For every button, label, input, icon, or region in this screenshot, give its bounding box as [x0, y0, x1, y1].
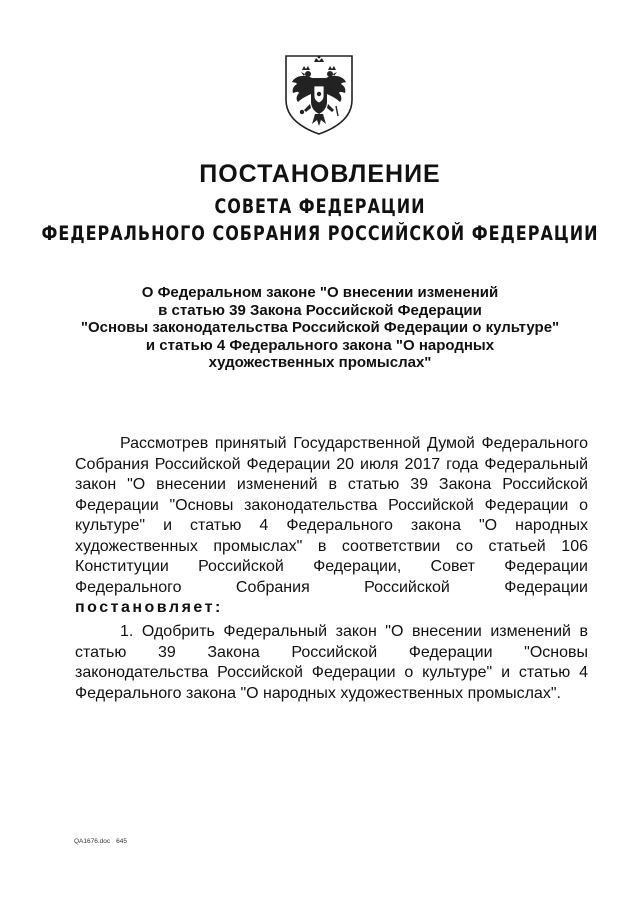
issuing-body-line-1: СОВЕТА ФЕДЕРАЦИИ — [214, 195, 426, 218]
resolves-word: постановляет: — [75, 599, 223, 616]
issuing-body-line-2: ФЕДЕРАЛЬНОГО СОБРАНИЯ РОССИЙСКОЙ ФЕДЕРАЦИИ — [41, 222, 599, 245]
preamble-text: Рассмотрев принятый Государственной Думой Федерального Собрания Российской Федерации 20 июля 2017 года Федеральный закон "О внесении изменений в статью 39 Закона Российской Федерации "Основы законодательства Российской Федерации о культуре" и статью 4 Федерального закона "О народных художественных промыслах" в соответствии со статьей 106 Конституции Российской Федерации, Совет Федерации Федерального Собрания Российской Федерации — [75, 435, 588, 596]
preamble-paragraph — [75, 434, 588, 619]
doc-number: 645 — [116, 838, 127, 845]
doc-code: QA1676.doc — [74, 838, 111, 845]
law-title-line: "Основы законодательства Российской Федерации о культуре" — [80, 319, 560, 336]
coat-of-arms-icon — [280, 52, 358, 136]
law-title-line: и статью 4 Федерального закона "О народных — [145, 336, 495, 354]
law-title-line: художественных промыслах" — [208, 354, 432, 371]
law-title-line: в статью 39 Закона Российской Федерации — [158, 301, 482, 319]
document-footer — [74, 838, 133, 845]
resolution-item-1: 1. Одобрить Федеральный закон "О внесении изменений в статью 39 Закона Российской Федерации "Основы законодательства Российской Федерации о культуре" и статью 4 Федерального закона "О народных художественных промыслах". — [75, 623, 588, 702]
document-title: ПОСТАНОВЛЕНИЕ — [199, 160, 441, 188]
law-title — [80, 284, 560, 372]
law-title-line: О Федеральном законе "О внесении изменений — [141, 284, 499, 301]
